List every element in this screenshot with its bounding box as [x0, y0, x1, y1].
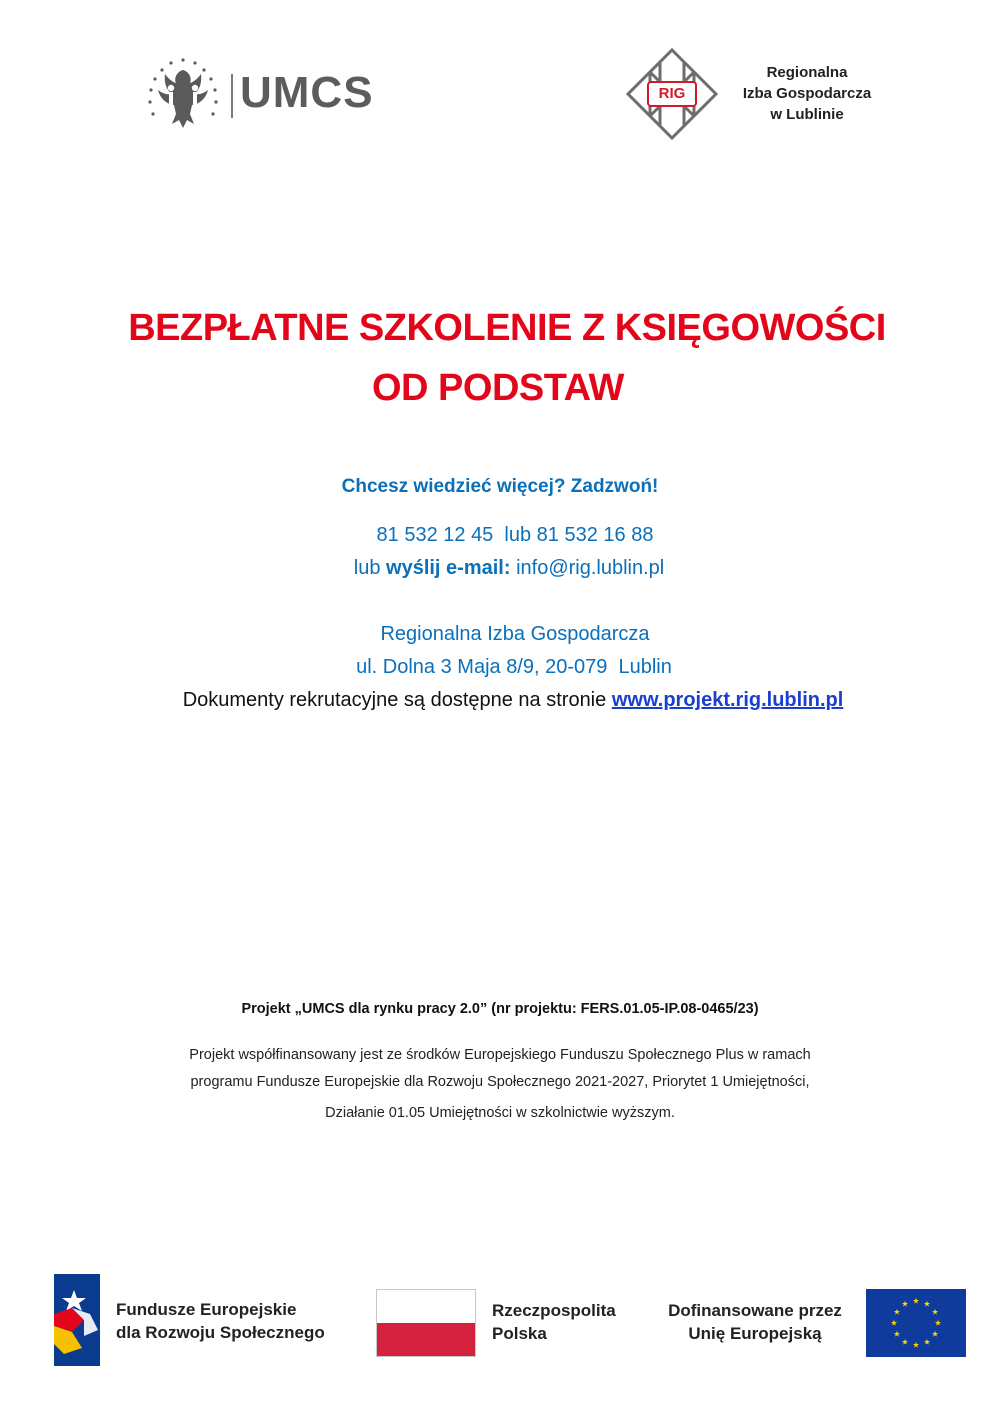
eu-flag-icon [866, 1289, 966, 1357]
eu-cofinancing-line: Unię Europejską [688, 1324, 822, 1343]
project-description [120, 1042, 880, 1127]
org-address: ul. Dolna 3 Maja 8/9, 20-079 Lublin [356, 656, 672, 678]
fe-name [116, 1298, 325, 1344]
rig-name [722, 62, 892, 125]
rig-name-line: Izba Gospodarcza [742, 85, 872, 102]
org-name: Regionalna Izba Gospodarcza [380, 623, 650, 645]
documents-line [0, 689, 1000, 712]
rp-name-line: Polska [492, 1324, 547, 1343]
documents-text: Dokumenty rekrutacyjne są dostępne na stronie [182, 689, 607, 711]
rig-name-line: Regionalna [766, 64, 848, 81]
eu-cofinancing-line: Dofinansowane przez [668, 1301, 842, 1320]
umcs-logo [138, 52, 378, 142]
email-line [0, 557, 1000, 580]
rp-name-line: Rzeczpospolita [492, 1301, 616, 1320]
project-title: Projekt „UMCS dla rynku pracy 2.0” (nr projektu: FERS.01.05-IP.08-0465/23) [241, 1001, 759, 1017]
rp-name [492, 1299, 616, 1345]
documents-link[interactable]: www.projekt.rig.lublin.pl [611, 689, 844, 711]
rig-badge-text: RIG [658, 85, 686, 102]
contact-prompt: Chcesz wiedzieć więcej? Zadzwoń! [341, 476, 659, 497]
fe-name-line: dla Rozwoju Społecznego [116, 1323, 325, 1342]
fe-stars-icon [54, 1274, 104, 1366]
page-title-line-1: BEZPŁATNE SZKOLENIE Z KSIĘGOWOŚCI [128, 307, 886, 349]
umcs-logo-text: UMCS [240, 68, 374, 117]
email-address[interactable]: info@rig.lublin.pl [516, 557, 665, 579]
project-description-line: Działanie 01.05 Umiejętności w szkolnictwie wyższym. [325, 1105, 675, 1121]
rig-logo [626, 48, 906, 140]
fe-logo [54, 1274, 354, 1366]
project-description-line: Projekt współfinansowany jest ze środków Europejskiego Funduszu Społecznego Plus w ramach [189, 1047, 811, 1063]
polish-flag-icon [376, 1289, 476, 1357]
email-prefix: lub [353, 557, 381, 579]
eu-cofinancing [650, 1299, 860, 1345]
email-label: wyślij e-mail: [386, 557, 511, 579]
rig-name-line: w Lublinie [770, 106, 844, 123]
project-description-line: programu Fundusze Europejskie dla Rozwoju Społecznego 2021-2027, Priorytet 1 Umiejętności, [190, 1074, 810, 1090]
page-title-line-2: OD PODSTAW [372, 367, 624, 409]
fe-name-line: Fundusze Europejskie [116, 1300, 297, 1319]
phone-numbers: 81 532 12 45 lub 81 532 16 88 [376, 524, 654, 546]
